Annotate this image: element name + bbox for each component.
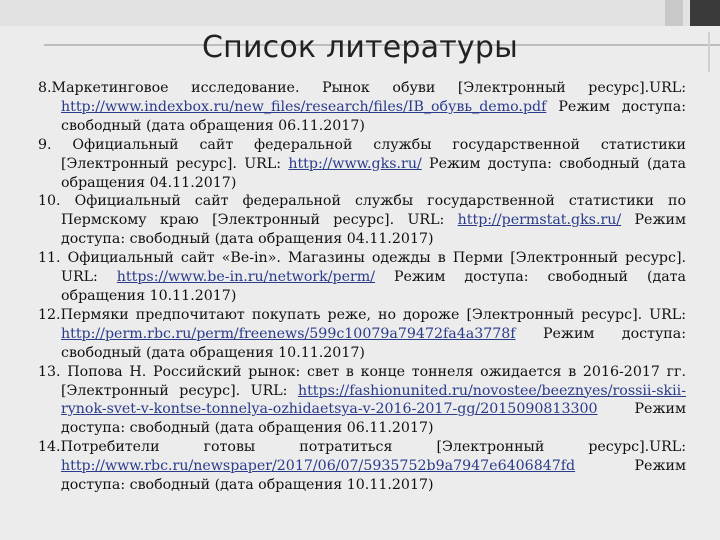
reference-entry-13 — [38, 363, 686, 439]
entry-number: 9. — [38, 136, 73, 153]
entry-text: Официальный сайт «Be-in». Магазины одежды в Перми [Электронный ресурс]. URL: — [61, 250, 686, 286]
decoration-stripe — [665, 0, 683, 26]
entry-access-note: Режим доступа: свободный (дата обращения 04.11.2017) — [61, 212, 686, 248]
entry-access-note: Режим доступа: свободный (дата обращения 06.11.2017) — [61, 98, 686, 134]
entry-url-link[interactable]: http://www.rbc.ru/newspaper/2017/06/07/5935752b9a7947e6406847fd — [61, 458, 576, 475]
reference-entry-12 — [38, 306, 686, 363]
entry-url-link[interactable]: http://permstat.gks.ru/ — [457, 212, 622, 229]
entry-url-link[interactable]: https://www.be-in.ru/network/perm/ — [116, 269, 376, 286]
entry-access-note: Режим доступа: свободный (дата обращения 06.11.2017) — [61, 401, 686, 437]
entry-url-link[interactable]: http://perm.rbc.ru/perm/freenews/599c10079a79472fa4a3778f — [61, 325, 516, 342]
slide-title: Список литературы — [202, 30, 518, 65]
entry-number: 10. — [38, 193, 75, 210]
top-decoration-bar — [0, 0, 720, 26]
reference-entry-11 — [38, 249, 686, 306]
reference-list — [38, 79, 686, 495]
reference-entry-10 — [38, 192, 686, 249]
entry-number: 13. — [38, 363, 68, 380]
entry-access-note: Режим доступа: свободный (дата обращения 10.11.2017) — [61, 325, 686, 361]
decoration-dark-block — [690, 0, 720, 26]
entry-text: Пермяки предпочитают покупать реже, но дороже [Электронный ресурс]. URL: — [60, 306, 686, 323]
entry-text: Потребители готовы потратиться [Электронный ресурс].URL: — [60, 439, 686, 456]
reference-entry-9 — [38, 136, 686, 193]
reference-entry-14 — [38, 438, 686, 495]
entry-access-note: Режим доступа: свободный (дата обращения 04.11.2017) — [61, 155, 686, 191]
entry-text: Официальный сайт федеральной службы государственной статистики [Электронный ресурс]. URL: — [61, 136, 687, 172]
entry-url-link[interactable]: https://fashionunited.ru/novostee/beeznyes/rossii-skii-rynok-svet-v-kontse-tonnelya-ozhidaetsya-v-2016-2017-gg/2015090813300 — [61, 382, 686, 418]
entry-number: 12. — [38, 306, 61, 323]
entry-number: 8. — [38, 80, 52, 96]
entry-text: Попова Н. Российский рынок: свет в конце тоннеля ожидается в 2016-2017 гг. [Электронный ресурс]. URL: — [61, 363, 686, 399]
entry-access-note: Режим доступа: свободный (дата обращения 10.11.2017) — [61, 269, 686, 304]
entry-url-link[interactable]: http://www.gks.ru/ — [288, 155, 422, 172]
entry-number: 11. — [38, 250, 68, 267]
entry-number: 14. — [38, 439, 61, 456]
reference-entry-8 — [38, 79, 686, 136]
entry-url-link[interactable]: http://www.indexbox.ru/new_files/research/files/IB_обувь_demo.pdf — [61, 98, 547, 115]
entry-text: Маркетинговое исследование. Рынок обуви [Электронный ресурс].URL: — [51, 80, 686, 96]
entry-text: Официальный сайт федеральной службы государственной статистики по Пермскому краю [Электронный ресурс]. URL: — [61, 193, 686, 229]
entry-access-note: Режим доступа: свободный (дата обращения 10.11.2017) — [61, 458, 686, 494]
